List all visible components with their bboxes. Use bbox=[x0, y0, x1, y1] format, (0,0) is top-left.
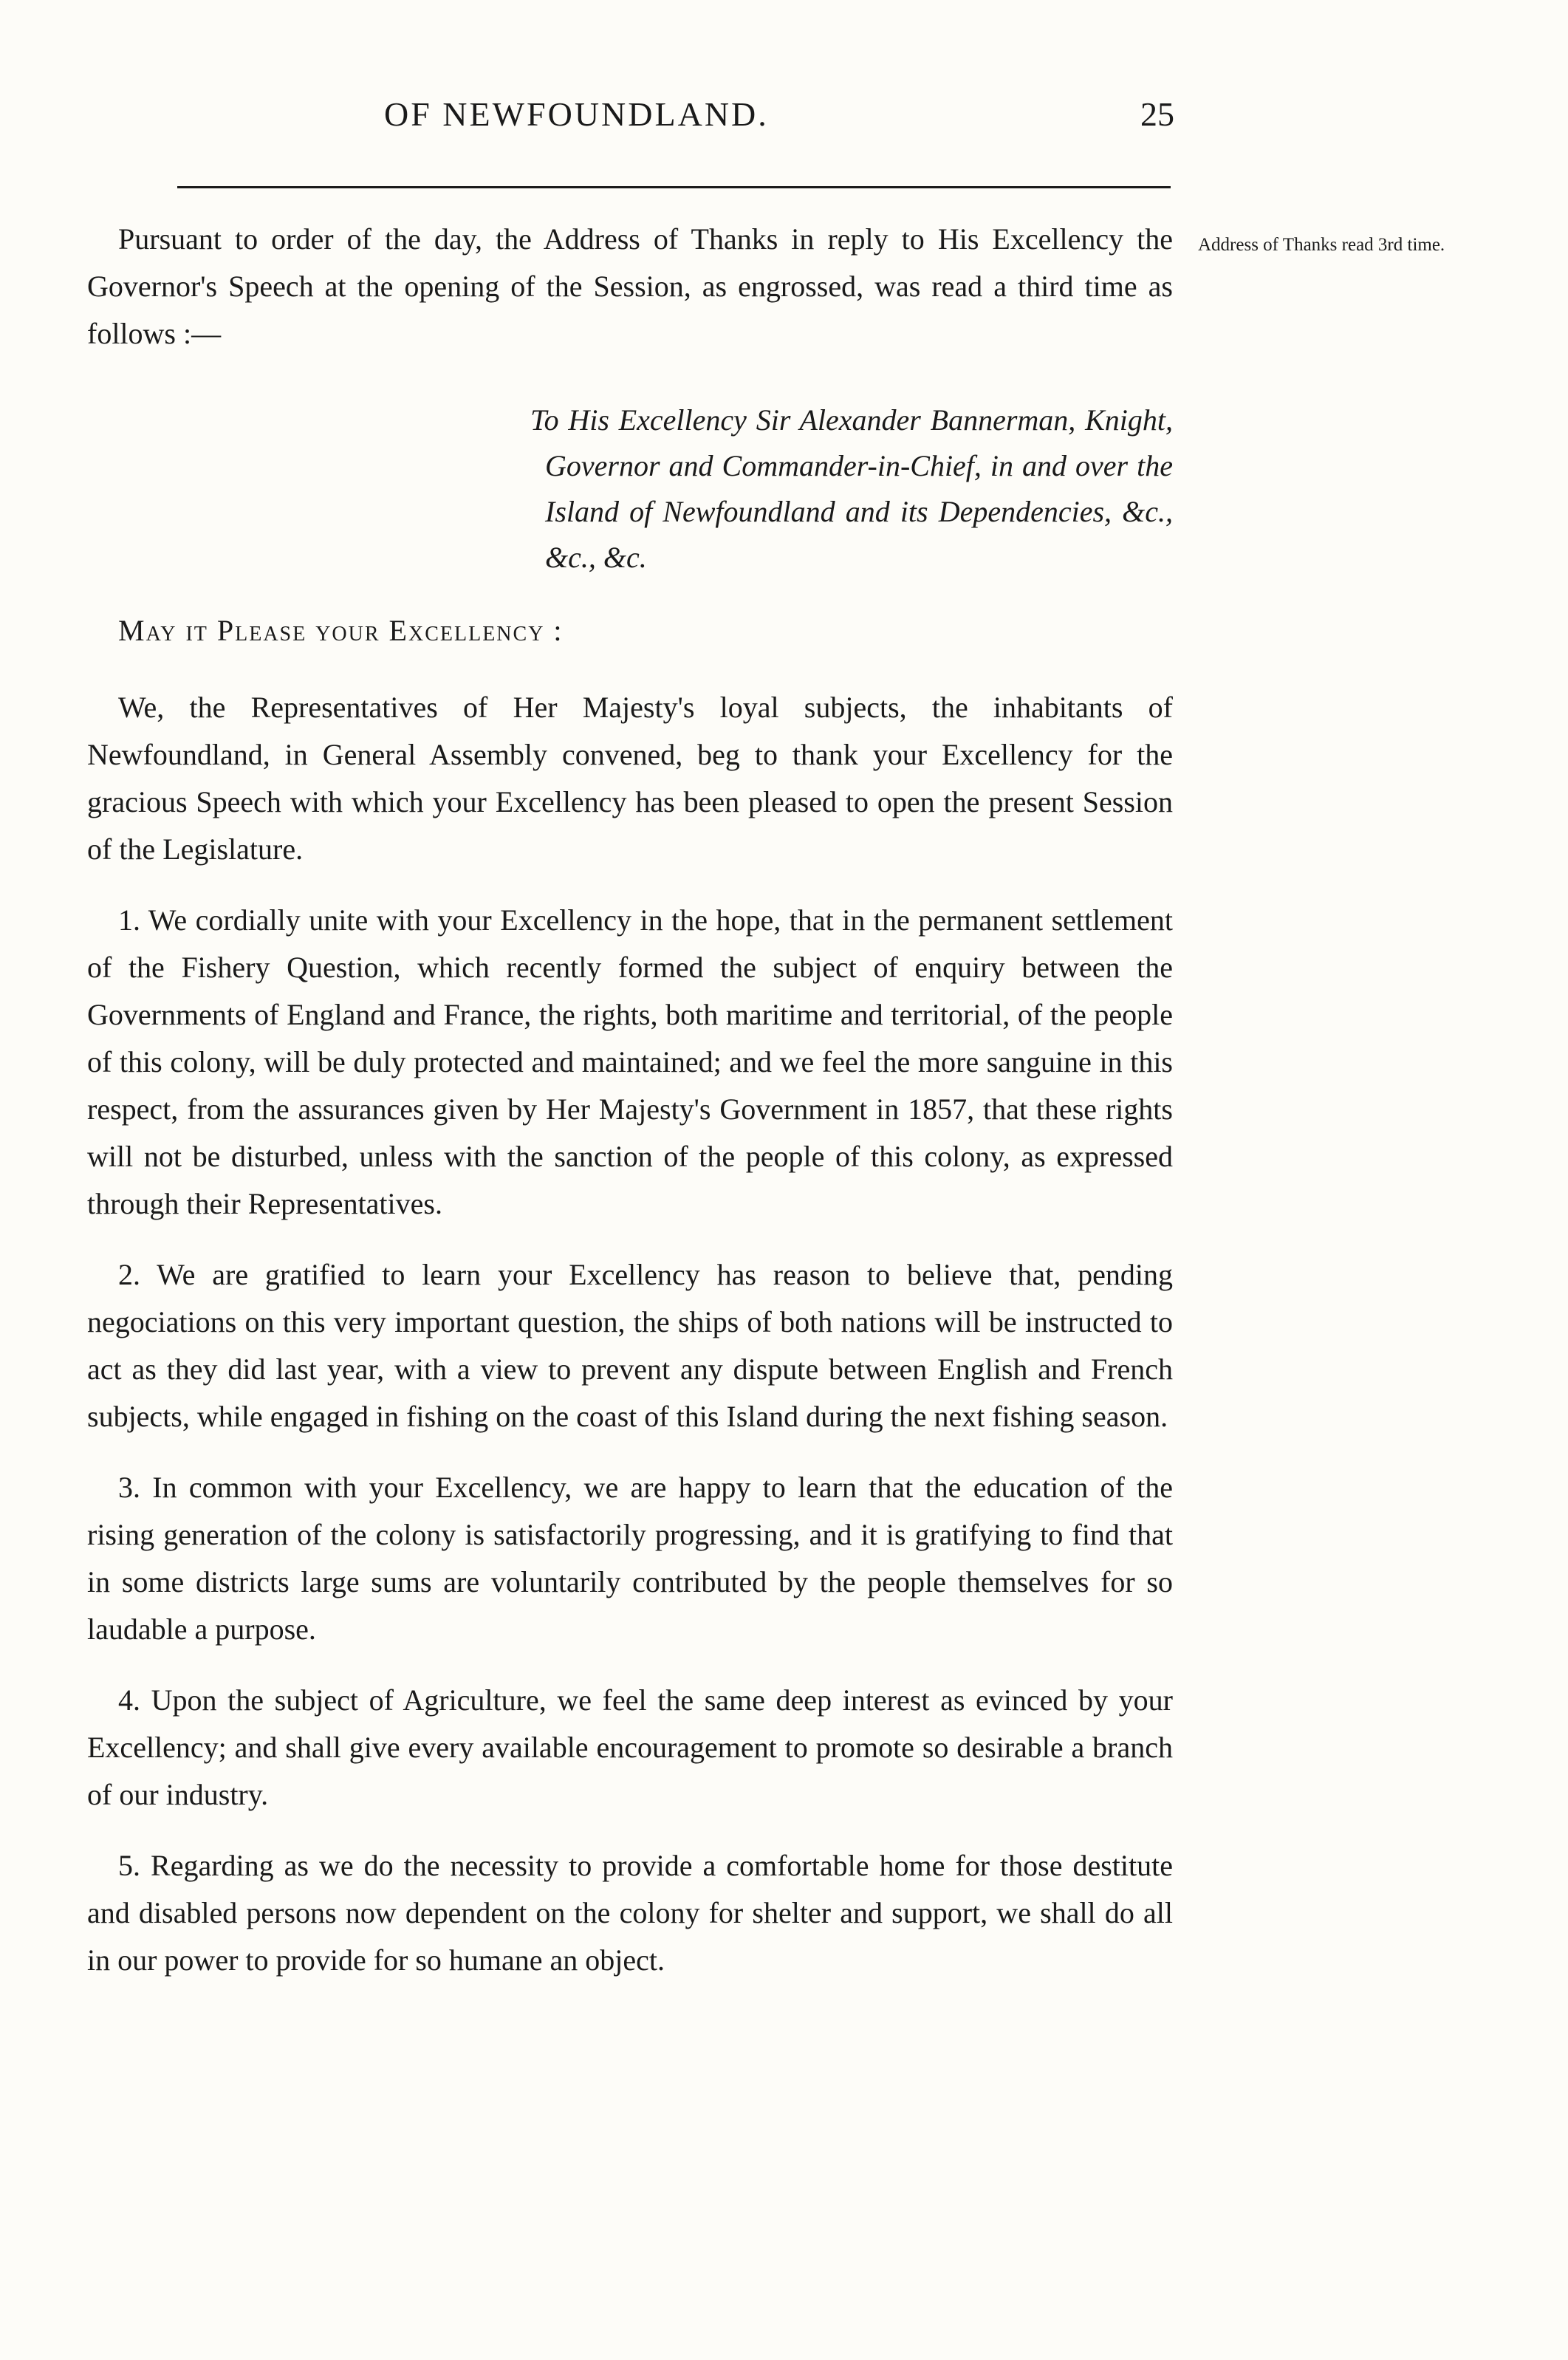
header-rule bbox=[177, 186, 1171, 188]
paragraph-2: 2. We are gratified to learn your Excellency has reason to believe that, pending negociations on this very important question, the ships of both nations will be instructed to act as they did last year, with a view to prevent any dispute between English and French subjects, while engaged in fishing on the coast of this Island during the next fishing season. bbox=[87, 1258, 1173, 1433]
paragraph-5: 5. Regarding as we do the necessity to provide a comfortable home for those destitute and disabled persons now dependent on the colony for shelter and support, we shall do all in our power to provide for so humane an object. bbox=[87, 1849, 1173, 1977]
salutation: May it Please your Excellency : bbox=[118, 614, 564, 647]
page-body bbox=[87, 216, 1173, 1984]
paragraph-1: 1. We cordially unite with your Excellency in the hope, that in the permanent settlement of the Fishery Question, which recently formed the subject of enquiry between the Governments of England and France, the rights, both maritime and territorial, of the people of this colony, will be duly protected and maintained; and we feel the more sanguine in this respect, from the assurances given by Her Majesty's Government in 1857, that these rights will not be disturbed, unless with the sanction of the people of this colony, as expressed through their Representatives. bbox=[87, 903, 1173, 1220]
paragraph-4: 4. Upon the subject of Agriculture, we feel the same deep interest as evinced by your Excellency; and shall give every available encouragement to promote so desirable a branch of our industry. bbox=[87, 1683, 1173, 1811]
address-heading: To His Excellency Sir Alexander Bannerman, Knight, Governor and Commander-in-Chief, in and over the Island of Newfoundland and its Dependencies, &c., &c., &c. bbox=[530, 403, 1173, 574]
intro-paragraph: Pursuant to order of the day, the Address of Thanks in reply to His Excellency the Governor's Speech at the opening of the Session, as engrossed, was read a third time as follows :— bbox=[87, 222, 1173, 350]
paragraph-3: 3. In common with your Excellency, we are happy to learn that the education of the rising generation of the colony is satisfactorily progressing, and it is gratifying to find that in some districts large sums are voluntarily contributed by the people themselves for so laudable a purpose. bbox=[87, 1471, 1173, 1646]
page-number: 25 bbox=[1140, 95, 1174, 133]
marginal-note: Address of Thanks read 3rd time. bbox=[1198, 235, 1445, 255]
page-header bbox=[384, 95, 1174, 146]
running-head: OF NEWFOUNDLAND. bbox=[384, 95, 769, 133]
paragraph-opening: We, the Representatives of Her Majesty's loyal subjects, the inhabitants of Newfoundland, in General Assembly convened, beg to thank your Excellency for the gracious Speech with which your Excellency has been pleased to open the present Session of the Legislature. bbox=[87, 691, 1173, 866]
